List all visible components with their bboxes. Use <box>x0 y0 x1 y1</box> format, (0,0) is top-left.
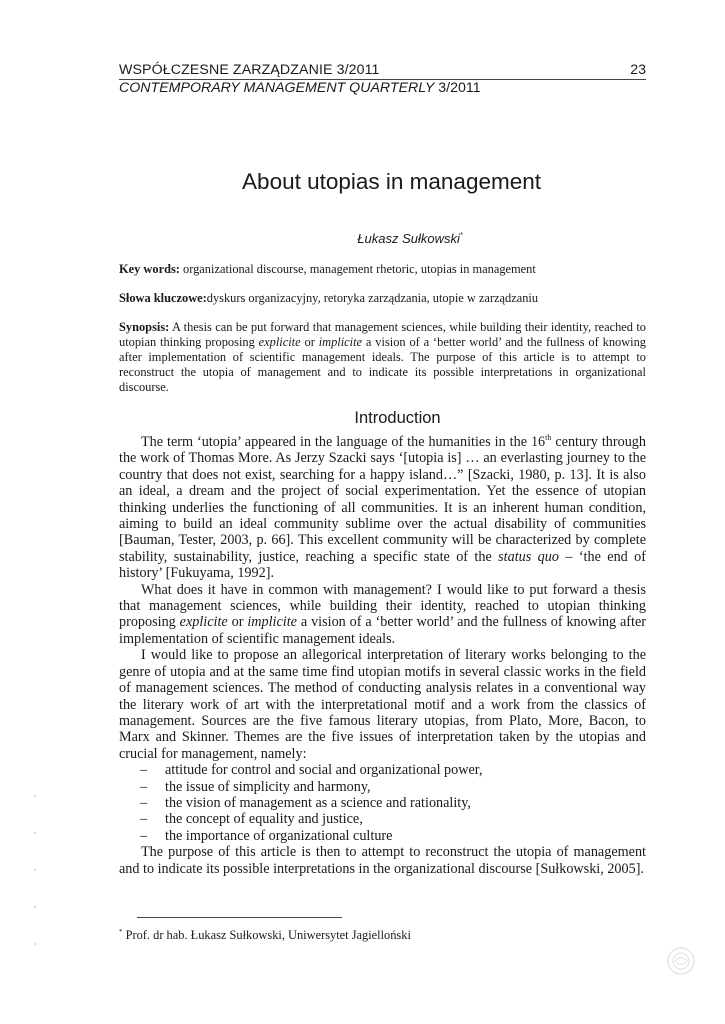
list-item: – the importance of organizational culture <box>140 827 393 844</box>
footnote-separator <box>137 917 342 918</box>
journal-title-pl: WSPÓŁCZESNE ZARZĄDZANIE 3/2011 <box>119 62 380 78</box>
running-head-line-1 <box>119 62 646 80</box>
list-dash: – <box>140 811 148 828</box>
running-head <box>119 62 646 97</box>
keywords-text: organizational discourse, management rhetoric, utopias in management <box>179 262 536 276</box>
library-stamp-icon <box>666 946 696 976</box>
list-item: – attitude for control and social and organizational power, <box>140 762 483 779</box>
paragraph-2: What does it have in common with management? I would like to put forward a thesis that management sciences, while building their identity, reached to utopian thinking proposing explicite or implicite a vision of a ‘better world’ and the fullness of knowing after implementation of scientific management ideals. <box>119 581 646 647</box>
list-dash: – <box>140 762 148 779</box>
journal-title-en: CONTEMPORARY MANAGEMENT QUARTERLY <box>119 80 435 96</box>
keywords-polish-text: dyskurs organizacyjny, retoryka zarządzania, utopie w zarządzaniu <box>206 291 539 305</box>
paragraph-1: The term ‘utopia’ appeared in the language of the humanities in the 16th century through the work of Thomas More. As Jerzy Szacki says ‘[utopia is] … an everlasting journey to the country that does not exist, searching for a happy island…” [Szacki, 1980, p. 13]. It is also an ideal, a dream and the project of social experimentation. Yet the essence of utopian thinking underlies the functioning of all communities. It is an inherent human condition, aiming to build an ideal community sublime over the actual disability of communities [Bauman, Tester, 2003, p. 66]. This excellent community will be characterized by complete stability, sustainability, justice, reaching a specific state of the status quo – ‘the end of history’ [Fukuyama, 1992]. <box>119 433 646 582</box>
paragraph-4: The purpose of this article is then to attempt to reconstruct the utopia of management and to indicate its possible interpretations in the organizational discourse [Sułkowski, 2005]. <box>119 844 646 877</box>
keywords <box>119 262 646 277</box>
list-item: – the vision of management as a science and rationality, <box>140 794 471 811</box>
list-dash: – <box>140 794 148 811</box>
scan-speck <box>34 795 36 797</box>
synopsis-label: Synopsis: <box>119 320 170 334</box>
synopsis: Synopsis: A thesis can be put forward that management sciences, while building their identity, reached to utopian thinking proposing explicite or implicite a vision of a ‘better world’ and the fullness of knowing after implementation of scientific management ideals. The purpose of this article is to attempt to reconstruct the utopia of management and to indicate its possible interpretations in organizational discourse. <box>119 320 646 394</box>
keywords-polish <box>119 291 646 306</box>
scan-speck <box>34 943 36 945</box>
paragraph-3: I would like to propose an allegorical interpretation of literary works belonging to the genre of utopia and at the same time find utopian motifs in several classic works in the field of management sciences. The method of conducting analysis relates in a conventional way the literary work of art with the interpretational motif and a work from the classics of management. Sources are the five famous literary utopias, from Plato, More, Bacon, to Marx and Skinner. Themes are the five issues of interpretation taken by the utopias and crucial for management, namely: <box>119 647 646 762</box>
footnote-mark: * <box>119 928 123 936</box>
article-title: About utopias in management <box>242 169 541 194</box>
keywords-polish-label: Słowa kluczowe: <box>119 291 207 305</box>
journal-issue: 3/2011 <box>434 80 481 96</box>
keywords-label: Key words: <box>119 262 180 276</box>
scan-speck <box>34 832 36 834</box>
running-head-line-2 <box>119 80 646 97</box>
list-dash: – <box>140 827 148 844</box>
list-item: – the issue of simplicity and harmony, <box>140 778 371 795</box>
author <box>119 228 646 247</box>
section-heading-introduction: Introduction <box>354 409 441 427</box>
list-dash: – <box>140 778 148 795</box>
page-number: 23 <box>630 62 646 78</box>
body-text <box>119 434 646 877</box>
themes-list <box>119 762 646 844</box>
footnote-text: Prof. dr hab. Łukasz Sułkowski, Uniwersytet Jagielloński <box>122 928 411 942</box>
list-item: – the concept of equality and justice, <box>140 811 363 828</box>
author-footnote-mark: * <box>459 232 463 239</box>
scan-speck <box>34 869 36 871</box>
author-name: Łukasz Sułkowski <box>357 231 460 246</box>
footnote <box>119 925 646 943</box>
scan-speck <box>34 906 36 908</box>
